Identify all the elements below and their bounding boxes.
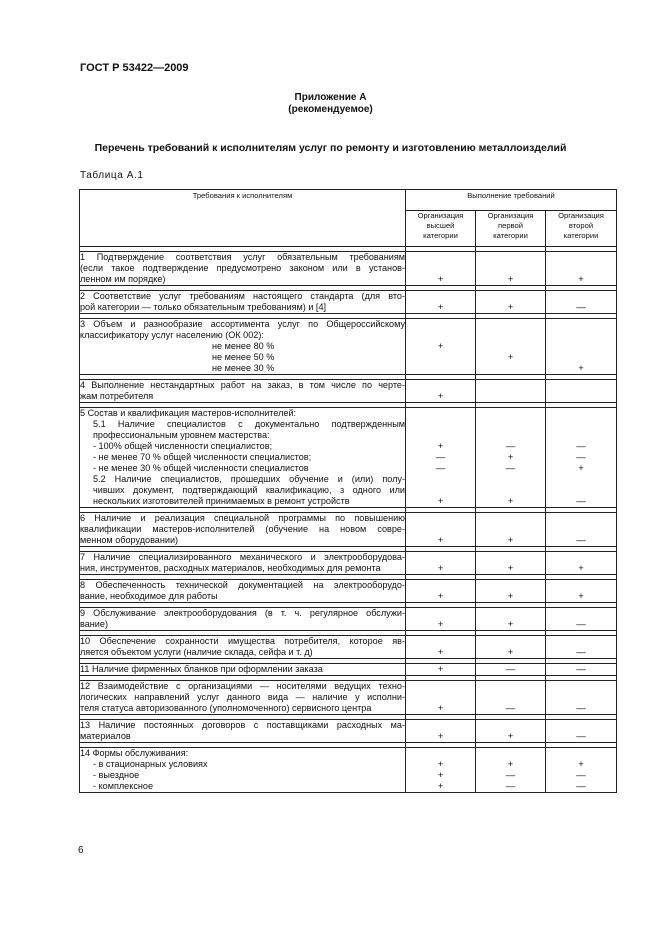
requirements-table xyxy=(79,189,617,793)
requirement-line: менном оборудовании) xyxy=(80,535,179,545)
requirement-cell xyxy=(80,408,406,508)
mark-value: + xyxy=(507,535,514,546)
requirement-cell xyxy=(80,319,406,375)
mark-cell xyxy=(476,513,546,547)
header-line: первой xyxy=(498,221,523,230)
requirement-line: материалов xyxy=(80,731,131,741)
requirement-line: (если такое подтверждение предусмотрено законом или в установ- xyxy=(80,263,405,273)
mark-value xyxy=(406,513,475,524)
mark-value xyxy=(476,341,545,352)
requirement-cell xyxy=(80,552,406,575)
mark-cell xyxy=(406,608,476,631)
mark-value xyxy=(476,524,545,535)
mark-value xyxy=(546,608,616,619)
header-line: второй xyxy=(568,221,594,230)
mark-value xyxy=(546,252,616,263)
header-category-highest xyxy=(406,211,476,247)
mark-value: + xyxy=(507,591,514,602)
mark-value xyxy=(476,291,545,302)
mark-cell xyxy=(476,252,546,286)
mark-value: + xyxy=(507,352,514,363)
mark-value xyxy=(406,319,475,330)
mark-value xyxy=(406,552,475,563)
requirement-cell xyxy=(80,608,406,631)
requirement-cell xyxy=(80,636,406,659)
mark-value: + xyxy=(437,647,444,658)
requirement-cell xyxy=(80,513,406,547)
requirement-line: 11 Наличие фирменных бланков при оформлении заказа xyxy=(80,664,323,674)
mark-value xyxy=(476,363,545,374)
mark-value: + xyxy=(437,731,444,742)
mark-value: — xyxy=(505,770,516,781)
header-fulfillment: Выполнение требований xyxy=(406,190,617,211)
mark-cell xyxy=(406,580,476,603)
header-line: Организация xyxy=(417,211,464,220)
mark-value: + xyxy=(437,619,444,630)
mark-value xyxy=(546,330,616,341)
mark-value xyxy=(476,319,545,330)
mark-value: — xyxy=(505,463,516,474)
mark-value xyxy=(406,681,475,692)
mark-value xyxy=(546,513,616,524)
mark-value xyxy=(406,352,475,363)
mark-value: + xyxy=(437,563,444,574)
mark-value xyxy=(406,263,475,274)
mark-cell xyxy=(406,636,476,659)
mark-value xyxy=(546,474,616,485)
mark-cell xyxy=(546,580,617,603)
header-line: высшей xyxy=(426,221,455,230)
mark-value: — xyxy=(505,703,516,714)
mark-value: — xyxy=(576,703,586,714)
mark-cell xyxy=(406,380,476,403)
requirement-line: 14 Формы обслуживания: xyxy=(80,748,189,758)
mark-value: + xyxy=(437,591,444,602)
mark-value xyxy=(406,291,475,302)
table-row xyxy=(80,319,617,375)
header-line: категории xyxy=(493,231,528,240)
page-number: 6 xyxy=(78,845,84,856)
table-row xyxy=(80,748,617,793)
mark-value xyxy=(406,720,475,731)
mark-cell xyxy=(406,291,476,314)
table-row xyxy=(80,380,617,403)
mark-value: + xyxy=(578,591,584,602)
mark-value: + xyxy=(437,781,444,792)
mark-value xyxy=(476,748,545,759)
mark-value xyxy=(476,692,545,703)
mark-value xyxy=(546,408,616,419)
standard-number: ГОСТ Р 53422—2009 xyxy=(80,62,189,74)
header-line: Организация xyxy=(558,211,604,220)
mark-value xyxy=(546,681,616,692)
requirement-line: - не менее 30 % общей численности специалистов xyxy=(93,463,309,473)
requirement-line: 5.2 Наличие специалистов, прошедших обучение и (или) полу- xyxy=(93,474,405,484)
requirement-line: 5 Состав и квалификация мастеров-исполнителей: xyxy=(80,408,297,418)
mark-value: + xyxy=(507,274,514,285)
mark-value xyxy=(546,430,616,441)
header-requirements: Требования к исполнителям xyxy=(80,190,406,247)
mark-value: — xyxy=(576,496,586,507)
mark-value xyxy=(476,380,545,391)
header-line: Организация xyxy=(487,211,534,220)
mark-cell xyxy=(406,552,476,575)
mark-value xyxy=(406,608,475,619)
mark-value: — xyxy=(576,441,586,452)
mark-value xyxy=(546,263,616,274)
mark-cell xyxy=(406,664,476,676)
mark-value: — xyxy=(576,535,586,546)
requirement-line: - выездное xyxy=(93,770,140,780)
requirement-cell xyxy=(80,748,406,793)
mark-value: + xyxy=(437,496,444,507)
requirement-line: 1 Подтверждение соответствия услуг обязательным требованиям xyxy=(80,252,405,262)
mark-cell xyxy=(546,552,617,575)
mark-value xyxy=(546,720,616,731)
mark-value: + xyxy=(437,302,444,313)
requirement-line: вание) xyxy=(80,619,108,629)
mark-cell xyxy=(476,291,546,314)
mark-value: — xyxy=(576,781,586,792)
mark-value xyxy=(406,419,475,430)
mark-value: — xyxy=(576,619,586,630)
mark-cell xyxy=(476,636,546,659)
mark-cell xyxy=(406,748,476,793)
mark-value: — xyxy=(576,452,586,463)
header-category-first xyxy=(476,211,546,247)
mark-value: + xyxy=(578,563,584,574)
requirement-line: нескольких изготовителей принимаемых в ремонт устройств xyxy=(93,496,350,506)
table-row xyxy=(80,720,617,743)
mark-cell xyxy=(546,636,617,659)
mark-cell xyxy=(476,681,546,715)
mark-cell xyxy=(406,408,476,508)
mark-value xyxy=(476,419,545,430)
mark-value: + xyxy=(437,341,444,352)
requirement-cell xyxy=(80,291,406,314)
appendix-title: Приложение А xyxy=(294,92,367,103)
requirement-cell xyxy=(80,380,406,403)
mark-cell xyxy=(476,319,546,375)
mark-value: — xyxy=(435,452,446,463)
mark-value xyxy=(406,252,475,263)
table-row xyxy=(80,513,617,547)
mark-value: — xyxy=(505,781,516,792)
mark-value: + xyxy=(578,274,584,285)
mark-cell xyxy=(546,252,617,286)
header-line: категории xyxy=(423,231,458,240)
requirement-line: жам потребителя xyxy=(80,391,154,401)
mark-value xyxy=(476,552,545,563)
mark-value xyxy=(406,408,475,419)
mark-value xyxy=(546,291,616,302)
table-row xyxy=(80,664,617,676)
mark-value xyxy=(406,485,475,496)
mark-value xyxy=(476,408,545,419)
mark-value xyxy=(476,636,545,647)
mark-cell xyxy=(406,681,476,715)
mark-cell xyxy=(546,408,617,508)
mark-value xyxy=(406,692,475,703)
requirement-cell xyxy=(80,252,406,286)
mark-value: — xyxy=(435,463,446,474)
mark-cell xyxy=(546,681,617,715)
header-category-second xyxy=(546,211,617,247)
requirement-line: - не менее 70 % общей численности специалистов; xyxy=(93,452,312,462)
mark-value xyxy=(476,263,545,274)
mark-value xyxy=(546,419,616,430)
requirement-line: 3 Объем и разнообразие ассортимента услуг по Общероссийскому xyxy=(80,319,405,329)
table-row xyxy=(80,552,617,575)
mark-value xyxy=(546,524,616,535)
mark-value xyxy=(406,363,475,374)
requirement-line: 5.1 Наличие специалистов с документально подтвержденным xyxy=(93,419,405,429)
mark-cell xyxy=(476,552,546,575)
mark-value xyxy=(546,380,616,391)
requirement-line: не менее 30 % xyxy=(212,363,275,373)
mark-value xyxy=(476,513,545,524)
mark-value: — xyxy=(576,664,586,675)
mark-value xyxy=(546,692,616,703)
requirement-line: логических направлений услуг данного вида — наличие у исполни- xyxy=(80,692,405,702)
requirement-line: теля статуса авторизованного (уполномоченного) сервисного центра xyxy=(80,703,372,713)
requirement-cell xyxy=(80,580,406,603)
mark-cell xyxy=(476,748,546,793)
mark-cell xyxy=(476,380,546,403)
requirement-line: ляется объектом услуги (наличие склада, сейфа и т. д) xyxy=(80,647,313,657)
mark-value: + xyxy=(507,647,514,658)
mark-cell xyxy=(546,319,617,375)
requirement-line: вание, необходимое для работы xyxy=(80,591,218,601)
mark-value: — xyxy=(576,770,586,781)
mark-value xyxy=(476,608,545,619)
mark-value xyxy=(546,580,616,591)
requirement-line: профессиональным уровнем мастерства: xyxy=(93,430,270,440)
requirement-line: - комплексное xyxy=(93,781,153,791)
mark-value: + xyxy=(507,759,514,770)
mark-cell xyxy=(546,608,617,631)
mark-value: + xyxy=(437,759,444,770)
requirement-cell xyxy=(80,681,406,715)
mark-cell xyxy=(406,720,476,743)
mark-value: + xyxy=(437,664,444,675)
mark-value: + xyxy=(437,703,444,714)
mark-cell xyxy=(546,513,617,547)
mark-value: + xyxy=(507,731,514,742)
mark-value xyxy=(546,636,616,647)
mark-value: + xyxy=(437,391,444,402)
appendix-status: (рекомендуемое) xyxy=(288,104,373,115)
mark-value: — xyxy=(576,302,586,313)
requirement-line: квалификации мастеров-исполнителей (обучение на новом совре- xyxy=(80,524,405,534)
mark-cell xyxy=(406,513,476,547)
mark-value: + xyxy=(507,302,514,313)
mark-value xyxy=(476,681,545,692)
table-label: Таблица А.1 xyxy=(80,170,144,181)
requirement-cell xyxy=(80,720,406,743)
requirement-line: 13 Наличие постоянных договоров с поставщиками расходных ма- xyxy=(80,720,405,730)
mark-value xyxy=(406,524,475,535)
mark-value xyxy=(406,636,475,647)
mark-value xyxy=(546,485,616,496)
mark-value xyxy=(406,580,475,591)
mark-value: + xyxy=(437,770,444,781)
requirement-line: 7 Наличие специализированного механического и электрооборудова- xyxy=(80,552,405,562)
mark-value xyxy=(476,391,545,402)
requirement-line: рой категории — только обязательным требованиям) и [4] xyxy=(80,302,327,312)
requirement-line: не менее 50 % xyxy=(212,352,275,362)
mark-value xyxy=(476,330,545,341)
mark-value: + xyxy=(507,563,514,574)
mark-value: + xyxy=(507,496,514,507)
mark-cell xyxy=(406,252,476,286)
requirement-line: 8 Обеспеченность технической документацией на электрооборудо- xyxy=(80,580,405,590)
mark-value xyxy=(546,341,616,352)
mark-value: — xyxy=(505,664,516,675)
requirement-line: 2 Соответствие услуг требованиям настоящего стандарта (для вто- xyxy=(80,291,405,301)
table-row xyxy=(80,608,617,631)
requirement-line: 12 Взаимодействие с организациями — носителями ведущих техно- xyxy=(80,681,405,691)
mark-value: + xyxy=(507,619,514,630)
requirement-line: - 100% общей численности специалистов; xyxy=(93,441,273,451)
mark-cell xyxy=(476,664,546,676)
requirement-line: ленном им порядке) xyxy=(80,274,166,284)
mark-value: + xyxy=(437,535,444,546)
requirement-line: 10 Обеспечение сохранности имущества потребителя, которое яв- xyxy=(80,636,405,646)
mark-value xyxy=(406,748,475,759)
requirement-line: не менее 80 % xyxy=(212,341,275,351)
requirement-cell xyxy=(80,664,406,676)
mark-value xyxy=(476,252,545,263)
header-line: категории xyxy=(563,231,599,240)
table-row xyxy=(80,681,617,715)
mark-value: + xyxy=(507,452,514,463)
requirement-line: ния, инструментов, расходных материалов, необходимых для ремонта xyxy=(80,563,381,573)
requirement-line: чивших документ, подтверждающий квалификацию, з одного или xyxy=(93,485,405,495)
mark-value xyxy=(476,485,545,496)
requirement-line: 9 Обслуживание электрооборудования (в т. ч. регулярное обслужи- xyxy=(80,608,405,618)
mark-cell xyxy=(406,319,476,375)
mark-value: + xyxy=(578,463,584,474)
mark-value: + xyxy=(578,363,584,374)
mark-value xyxy=(476,580,545,591)
mark-value: + xyxy=(437,274,444,285)
table-row xyxy=(80,291,617,314)
mark-cell xyxy=(476,408,546,508)
mark-value xyxy=(406,474,475,485)
mark-value xyxy=(476,720,545,731)
document-title: Перечень требований к исполнителям услуг по ремонту и изготовлению металлоизделий xyxy=(94,142,567,154)
mark-value xyxy=(406,430,475,441)
mark-value: + xyxy=(578,759,584,770)
mark-value xyxy=(546,319,616,330)
mark-cell xyxy=(546,380,617,403)
mark-value xyxy=(406,380,475,391)
mark-cell xyxy=(476,720,546,743)
table-row xyxy=(80,408,617,508)
table-row xyxy=(80,580,617,603)
mark-value xyxy=(476,430,545,441)
mark-value xyxy=(546,748,616,759)
mark-value xyxy=(476,474,545,485)
mark-cell xyxy=(476,608,546,631)
mark-value: + xyxy=(437,441,444,452)
mark-value: — xyxy=(576,647,586,658)
mark-cell xyxy=(546,720,617,743)
mark-value xyxy=(546,552,616,563)
requirement-line: классификатору услуг населению (ОК 002): xyxy=(80,330,264,340)
mark-cell xyxy=(546,748,617,793)
table-row xyxy=(80,636,617,659)
mark-cell xyxy=(546,291,617,314)
mark-value: — xyxy=(576,731,586,742)
requirement-line: 4 Выполнение нестандартных работ на заказ, в том числе по черте- xyxy=(80,380,405,390)
mark-cell xyxy=(546,664,617,676)
mark-cell xyxy=(476,580,546,603)
mark-value: — xyxy=(505,441,516,452)
requirement-line: 6 Наличие и реализация специальной программы по повышению xyxy=(80,513,405,523)
mark-value xyxy=(546,391,616,402)
requirement-line: - в стационарных условиях xyxy=(93,759,208,769)
mark-value xyxy=(406,330,475,341)
table-row xyxy=(80,252,617,286)
mark-value xyxy=(546,352,616,363)
